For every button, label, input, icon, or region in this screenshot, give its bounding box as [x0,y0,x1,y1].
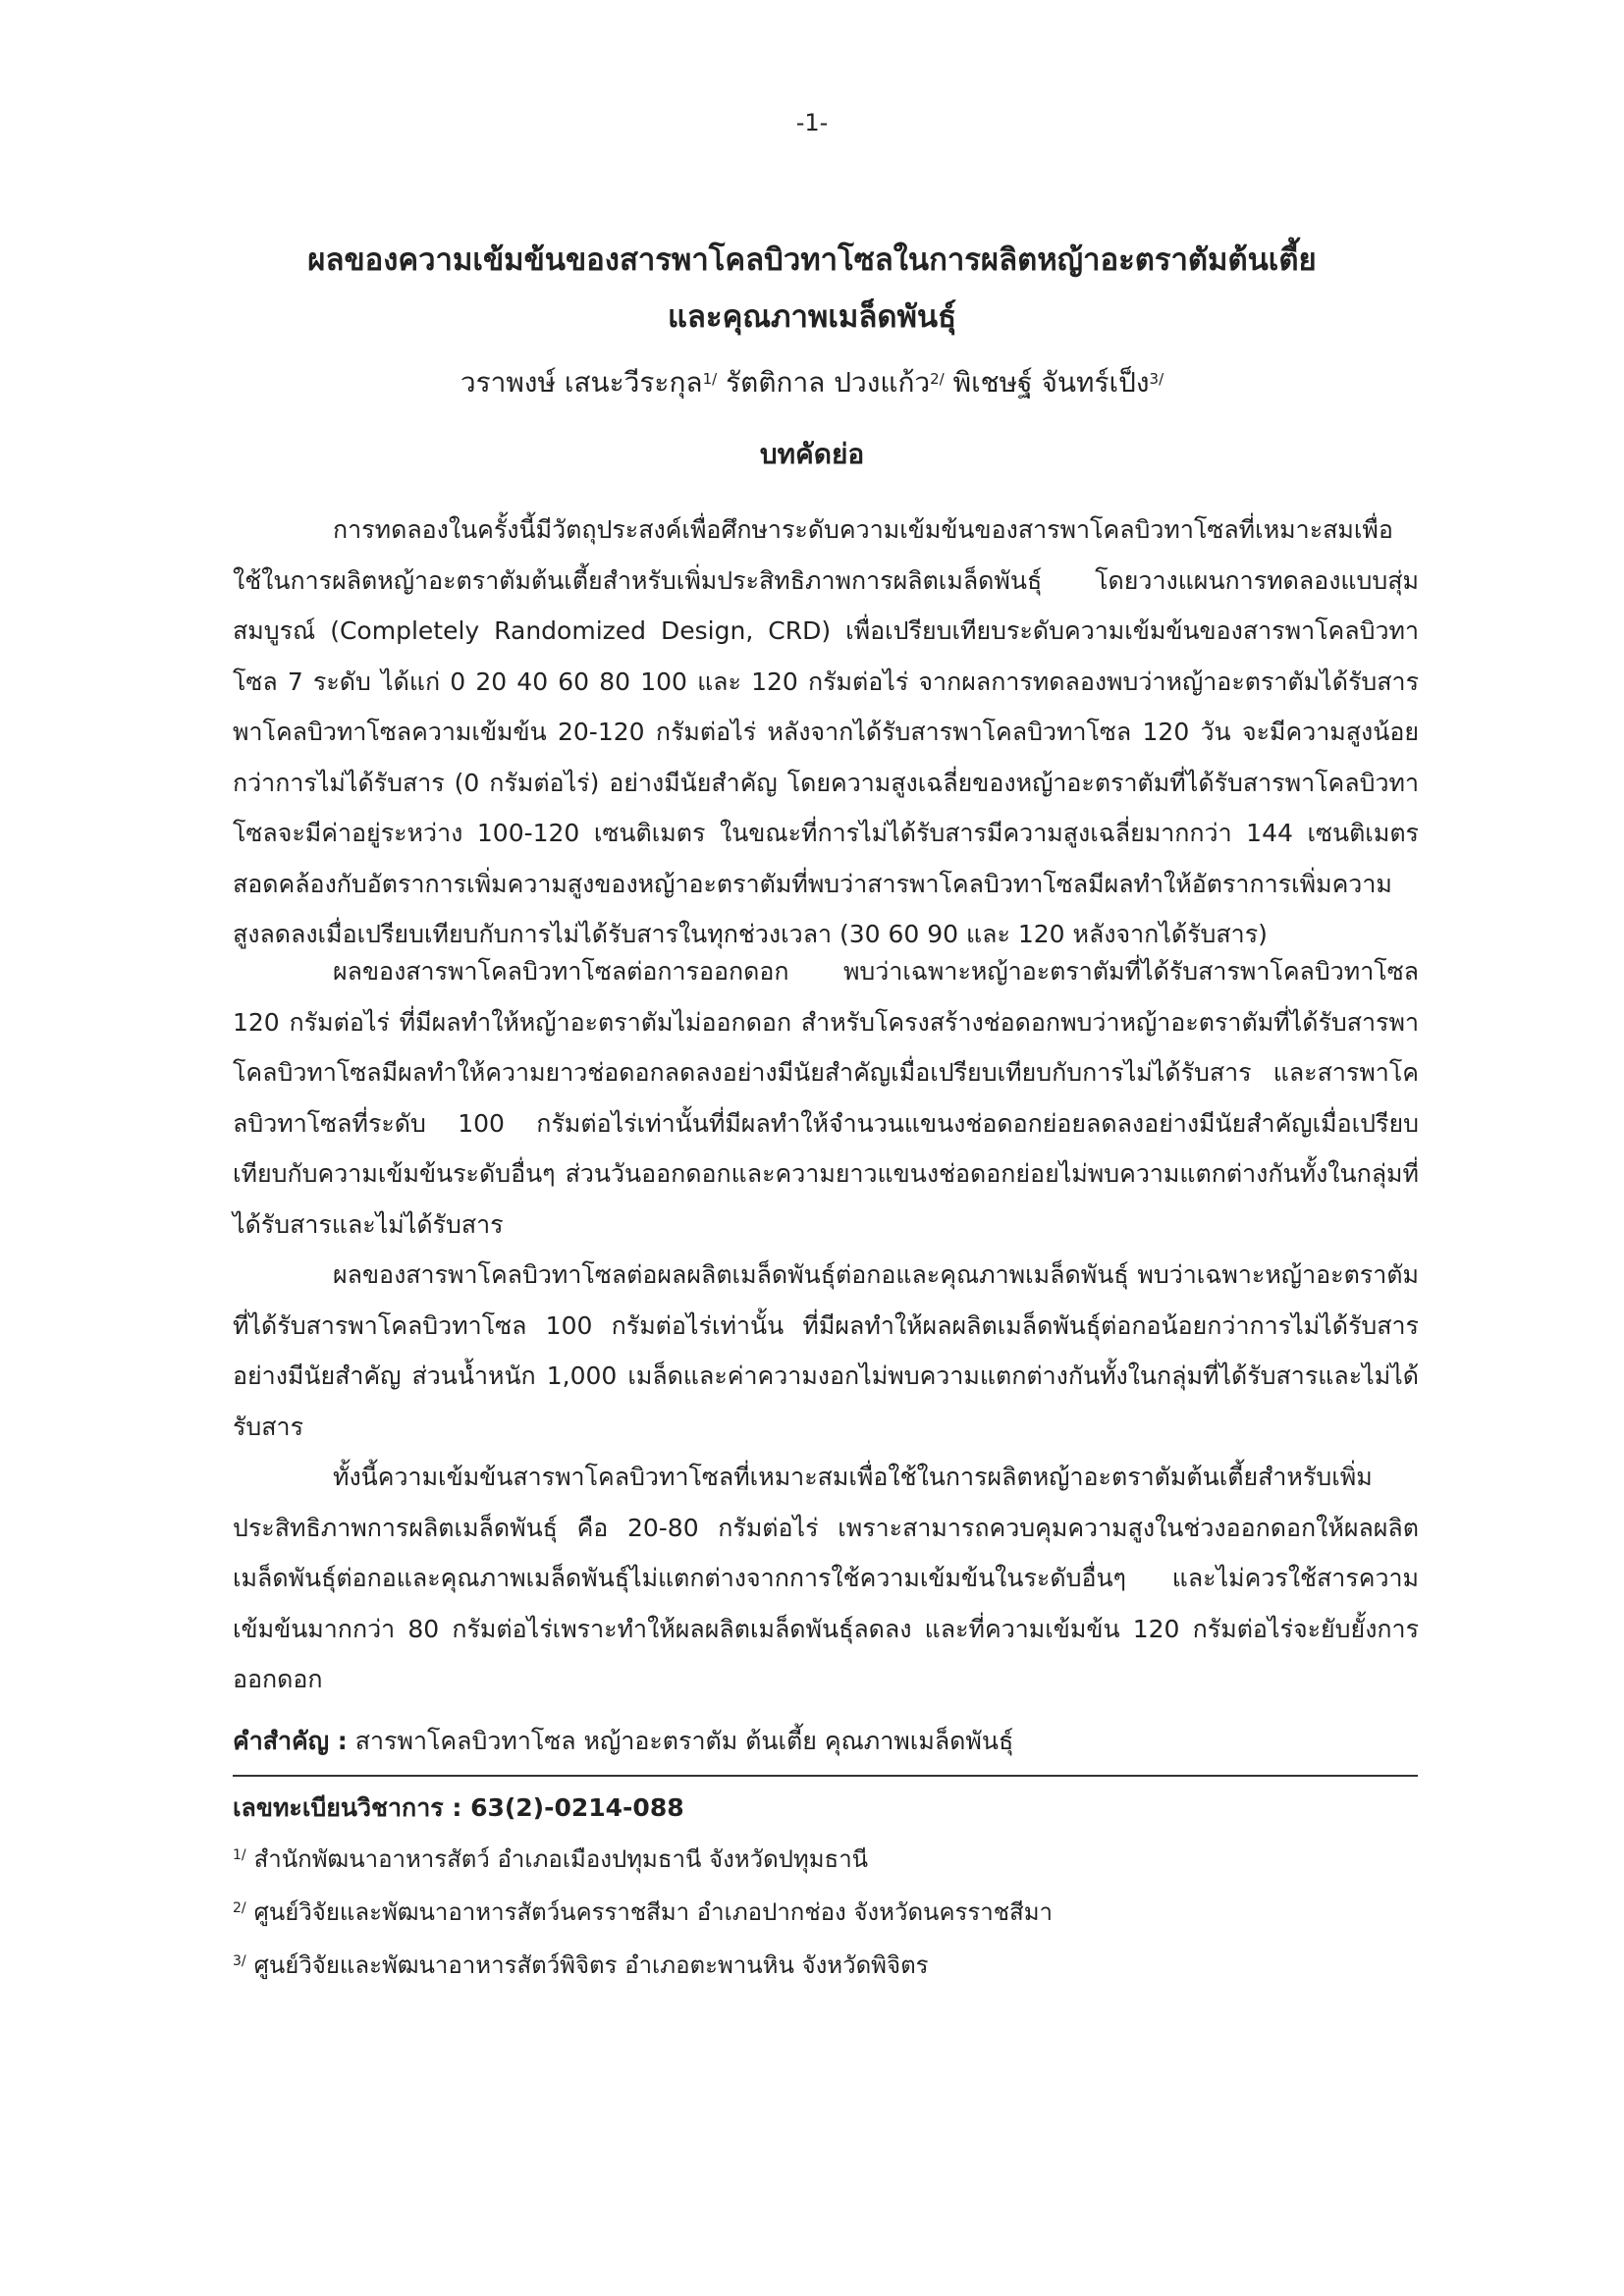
abstract-paragraph-text: ทั้งนี้ความเข้มข้นสารพาโคลบิวทาโซลที่เหมาะสมเพื่อใช้ในการผลิตหญ้าอะตราตัมต้นเตี้ยสำหรับเพิ่มประสิทธิภาพการผลิตเมล็ดพันธุ์ คือ 20-80 กรัมต่อไร่ เพราะสามารถควบคุมความสูงในช่วงออกดอกให้ผลผลิตเมล็ดพันธุ์ต่อกอและคุณภาพเมล็ดพันธุ์ไม่แตกต่างจากการใช้ความเข้มข้นในระดับอื่นๆ และไม่ควรใช้สารความเข้มข้นมากกว่า 80 กรัมต่อไร่เพราะทำให้ผลผลิตเมล็ดพันธุ์ลดลง และที่ความเข้มข้น 120 กรัมต่อไร่จะยับยั้งการออกดอก [233,1463,1419,1693]
affiliation-text: ศูนย์วิจัยและพัฒนาอาหารสัตว์นครราชสีมา อำเภอปากช่อง จังหวัดนครราชสีมา [253,1898,1053,1926]
affiliation-text: ศูนย์วิจัยและพัฒนาอาหารสัตว์พิจิตร อำเภอตะพานหิน จังหวัดพิจิตร [253,1951,929,1979]
abstract-paragraph-3 [233,1250,1419,1452]
abstract-paragraph-text: การทดลองในครั้งนี้มีวัตถุประสงค์เพื่อศึกษาระดับความเข้มข้นของสารพาโคลบิวทาโซลที่เหมาะสมเพื่อใช้ในการผลิตหญ้าอะตราตัมต้นเตี้ยสำหรับเพิ่มประสิทธิภาพการผลิตเมล็ดพันธุ์ โดยวางแผนการทดลองแบบสุ่มสมบูรณ์ (Completely Randomized Design, CRD) เพื่อเปรียบเทียบระดับความเข้มข้นของสารพาโคลบิวทาโซล 7 ระดับ ได้แก่ 0 20 40 60 80 100 และ 120 กรัมต่อไร่ จากผลการทดลองพบว่าหญ้าอะตราตัมได้รับสารพาโคลบิวทาโซลความเข้มข้น 20-120 กรัมต่อไร่ หลังจากได้รับสารพาโคลบิวทาโซล 120 วัน จะมีความสูงน้อยกว่าการไม่ได้รับสาร (0 กรัมต่อไร่) อย่างมีนัยสำคัญ โดยความสูงเฉลี่ยของหญ้าอะตราตัมที่ได้รับสารพาโคลบิวทาโซลจะมีค่าอยู่ระหว่าง 100-120 เซนติเมตร ในขณะที่การไม่ได้รับสารมีความสูงเฉลี่ยมากกว่า 144 เซนติเมตร สอดคล้องกับอัตราการเพิ่มความสูงของหญ้าอะตราตัมที่พบว่าสารพาโคลบิวทาโซลมีผลทำให้อัตราการเพิ่มความสูงลดลงเมื่อเปรียบเทียบกับการไม่ได้รับสารในทุกช่วงเวลา (30 60 90 และ 120 หลังจากได้รับสาร) [233,515,1419,948]
author-affiliation-mark: 2/ [930,370,945,388]
paper-title-line-2: และคุณภาพเมล็ดพันธุ์ [667,299,957,335]
paper-title-line-1: ผลของความเข้มข้นของสารพาโคลบิวทาโซลในการผลิตหญ้าอะตราตัมต้นเตี้ย [307,242,1317,278]
footnote-divider [233,1775,1418,1777]
affiliation-text: สำนักพัฒนาอาหารสัตว์ อำเภอเมืองปทุมธานี จังหวัดปทุมธานี [253,1845,869,1873]
affiliation-2 [233,1896,1419,1929]
keywords-text: สารพาโคลบิวทาโซล หญ้าอะตราตัม ต้นเตี้ย คุณภาพเมล็ดพันธุ์ [354,1727,1014,1755]
abstract-paragraph-4 [233,1452,1419,1705]
affiliation-mark: 3/ [233,1953,246,1969]
abstract-paragraph-1 [233,505,1419,960]
author-affiliation-mark: 1/ [702,370,718,388]
keywords-label: คำสำคัญ : [233,1727,348,1755]
affiliation-mark: 1/ [233,1847,246,1863]
abstract-paragraph-text: ผลของสารพาโคลบิวทาโซลต่อการออกดอก พบว่าเฉพาะหญ้าอะตราตัมที่ได้รับสารพาโคลบิวทาโซล 120 กรัมต่อไร่ ที่มีผลทำให้หญ้าอะตราตัมไม่ออกดอก สำหรับโครงสร้างช่อดอกพบว่าหญ้าอะตราตัมที่ได้รับสารพาโคลบิวทาโซลมีผลทำให้ความยาวช่อดอกลดลงอย่างมีนัยสำคัญเมื่อเปรียบเทียบกับการไม่ได้รับสาร และสารพาโคลบิวทาโซลที่ระดับ 100 กรัมต่อไร่เท่านั้นที่มีผลทำให้จำนวนแขนงช่อดอกย่อยลดลงอย่างมีนัยสำคัญเมื่อเปรียบเทียบกับความเข้มข้นระดับอื่นๆ ส่วนวันออกดอกและความยาวแขนงช่อดอกย่อยไม่พบความแตกต่างกันทั้งในกลุ่มที่ได้รับสารและไม่ได้รับสาร [233,957,1419,1239]
abstract-paragraph-2 [233,946,1419,1250]
abstract-heading: บทคัดย่อ [759,438,865,470]
author-name: รัตติกาล ปวงแก้ว [726,366,931,399]
abstract-paragraph-text: ผลของสารพาโคลบิวทาโซลต่อผลผลิตเมล็ดพันธุ์ต่อกอและคุณภาพเมล็ดพันธุ์ พบว่าเฉพาะหญ้าอะตราตัมที่ได้รับสารพาโคลบิวทาโซล 100 กรัมต่อไร่เท่านั้น ที่มีผลทำให้ผลผลิตเมล็ดพันธุ์ต่อกอน้อยกว่าการไม่ได้รับสารอย่างมีนัยสำคัญ ส่วนน้ำหนัก 1,000 เมล็ดและค่าความงอกไม่พบความแตกต่างกันทั้งในกลุ่มที่ได้รับสารและไม่ได้รับสาร [233,1260,1419,1441]
affiliation-mark: 2/ [233,1900,246,1916]
author-name: วราพงษ์ เสนะวีระกุล [460,366,703,399]
affiliation-1 [233,1842,1419,1876]
author-affiliation-mark: 3/ [1149,370,1164,388]
author-list [0,365,1624,400]
page-number: -1- [795,109,829,136]
keywords [233,1724,1419,1759]
registration-number: เลขทะเบียนวิชาการ : 63(2)-0214-088 [233,1793,684,1822]
affiliation-3 [233,1949,1419,1982]
author-name: พิเชษฐ์ จันทร์เป็ง [952,366,1150,399]
